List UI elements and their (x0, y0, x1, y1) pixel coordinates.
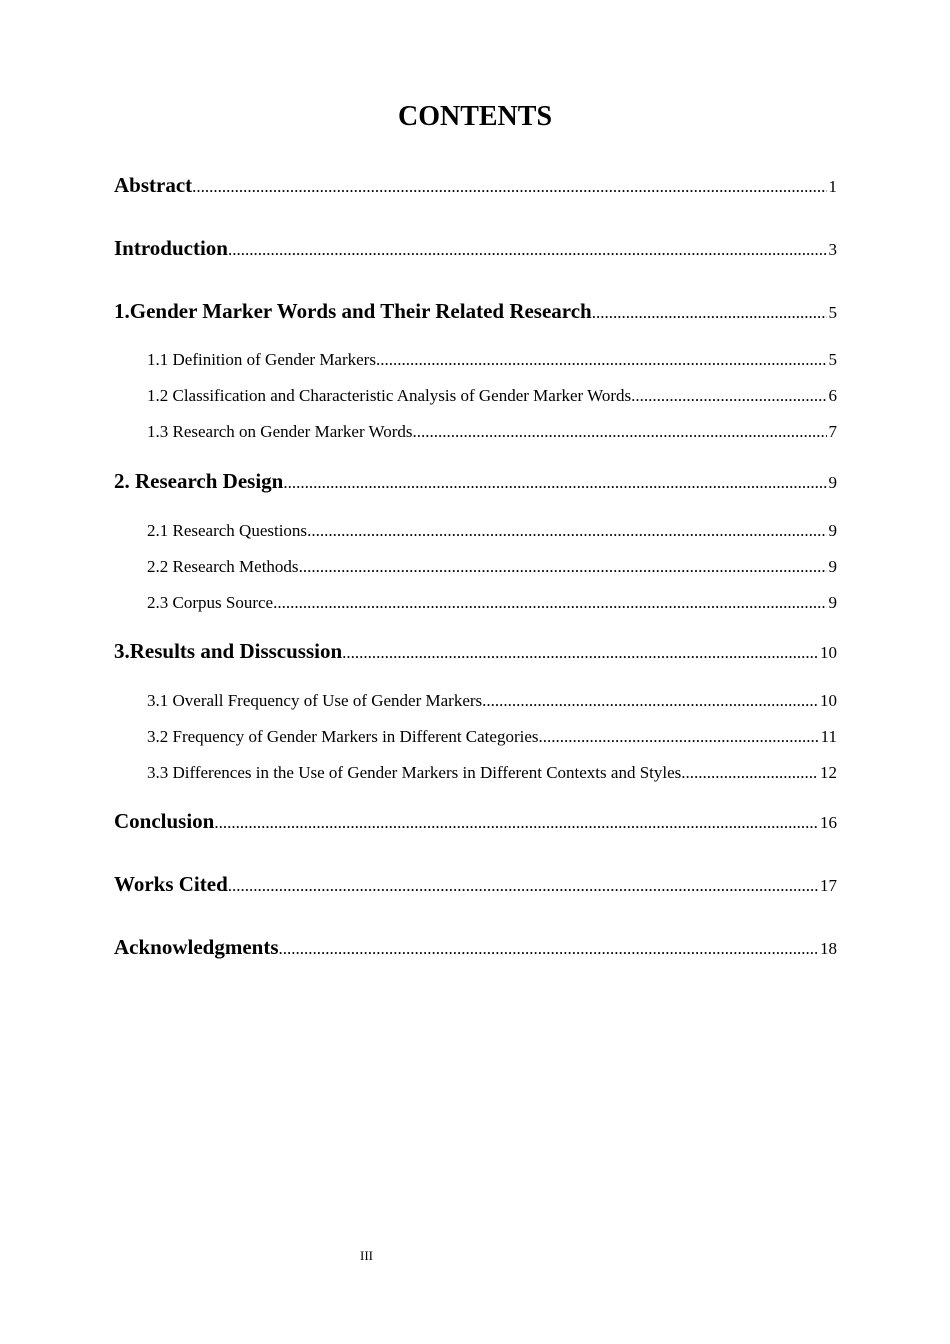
toc-entry-page: 17 (820, 876, 837, 895)
toc-leader-dots (273, 593, 826, 613)
toc-entry-page: 5 (828, 303, 837, 322)
toc-entry-title: 3.3 Differences in the Use of Gender Markers in Different Contexts and Styles (147, 763, 682, 782)
toc-leader-dots (307, 521, 826, 541)
toc-entry-page: 16 (820, 813, 837, 832)
toc-entry-title: 1.3 Research on Gender Marker Words (147, 422, 413, 441)
toc-leader-dots (192, 173, 826, 198)
toc-entry-title: Acknowledgments (114, 935, 279, 959)
page-title: CONTENTS (397, 101, 553, 132)
toc-entry-title: Abstract (114, 173, 193, 197)
toc-entry-page: 6 (828, 386, 837, 405)
toc-leader-dots (228, 236, 827, 261)
toc-entry-page: 11 (820, 727, 837, 746)
toc-leader-dots (539, 727, 819, 747)
toc-entry-page: 10 (820, 691, 837, 710)
toc-entry-page: 3 (828, 240, 837, 259)
toc-entry-title: 2.3 Corpus Source (147, 593, 274, 612)
toc-entry-chapter-1[interactable] (114, 299, 837, 324)
toc-leader-dots (376, 350, 827, 370)
toc-leader-dots (413, 422, 827, 442)
toc-entry-chapter-2[interactable] (114, 469, 837, 494)
toc-entry-section-2-3[interactable] (147, 593, 837, 613)
toc-leader-dots (283, 469, 826, 494)
toc-entry-works-cited[interactable] (114, 872, 837, 897)
toc-entry-title: Introduction (114, 236, 228, 260)
toc-entry-page: 7 (828, 422, 837, 441)
toc-entry-page: 9 (828, 521, 837, 540)
toc-entry-section-1-2[interactable] (147, 386, 837, 406)
toc-entry-title: Conclusion (114, 809, 215, 833)
toc-entry-title: 3.Results and Disscussion (114, 639, 343, 663)
toc-entry-page: 9 (828, 557, 837, 576)
toc-entry-title: 3.2 Frequency of Gender Markers in Different Categories (147, 727, 539, 746)
toc-entry-section-3-2[interactable] (147, 727, 837, 747)
toc-entry-page: 9 (828, 473, 837, 492)
toc-entry-page: 18 (820, 939, 837, 958)
toc-entry-title: Works Cited (114, 872, 228, 896)
toc-entry-section-2-1[interactable] (147, 521, 837, 541)
toc-leader-dots (299, 557, 827, 577)
toc-entry-title: 1.Gender Marker Words and Their Related Research (114, 299, 592, 323)
toc-entry-page: 12 (820, 763, 837, 782)
toc-leader-dots (279, 935, 818, 960)
toc-entry-title: 2.2 Research Methods (147, 557, 299, 576)
toc-entry-title: 1.1 Definition of Gender Markers (147, 350, 376, 369)
toc-entry-page: 1 (828, 177, 837, 196)
toc-entry-section-3-3[interactable] (147, 763, 837, 783)
toc-entry-section-1-1[interactable] (147, 350, 837, 370)
toc-entry-section-2-2[interactable] (147, 557, 837, 577)
toc-entry-title: 2. Research Design (114, 469, 284, 493)
toc-entry-chapter-3[interactable] (114, 639, 837, 664)
toc-entry-acknowledgments[interactable] (114, 935, 837, 960)
toc-leader-dots (482, 691, 818, 711)
toc-leader-dots (631, 386, 826, 406)
footer-page-number: III (360, 1248, 373, 1263)
toc-leader-dots (214, 809, 818, 834)
toc-leader-dots (228, 872, 818, 897)
toc-entry-page: 9 (828, 593, 837, 612)
toc-entry-page: 5 (828, 350, 837, 369)
toc-entry-section-3-1[interactable] (147, 691, 837, 711)
toc-entry-page: 10 (820, 643, 837, 662)
toc-leader-dots (681, 763, 818, 783)
toc-entry-title: 1.2 Classification and Characteristic Analysis of Gender Marker Words (147, 386, 632, 405)
toc-entry-abstract[interactable] (114, 173, 837, 198)
toc-entry-conclusion[interactable] (114, 809, 837, 834)
toc-entry-introduction[interactable] (114, 236, 837, 261)
toc-entry-title: 3.1 Overall Frequency of Use of Gender Markers (147, 691, 483, 710)
toc-leader-dots (592, 299, 827, 324)
toc-leader-dots (342, 639, 818, 664)
toc-entry-section-1-3[interactable] (147, 422, 837, 442)
toc-entry-title: 2.1 Research Questions (147, 521, 308, 540)
